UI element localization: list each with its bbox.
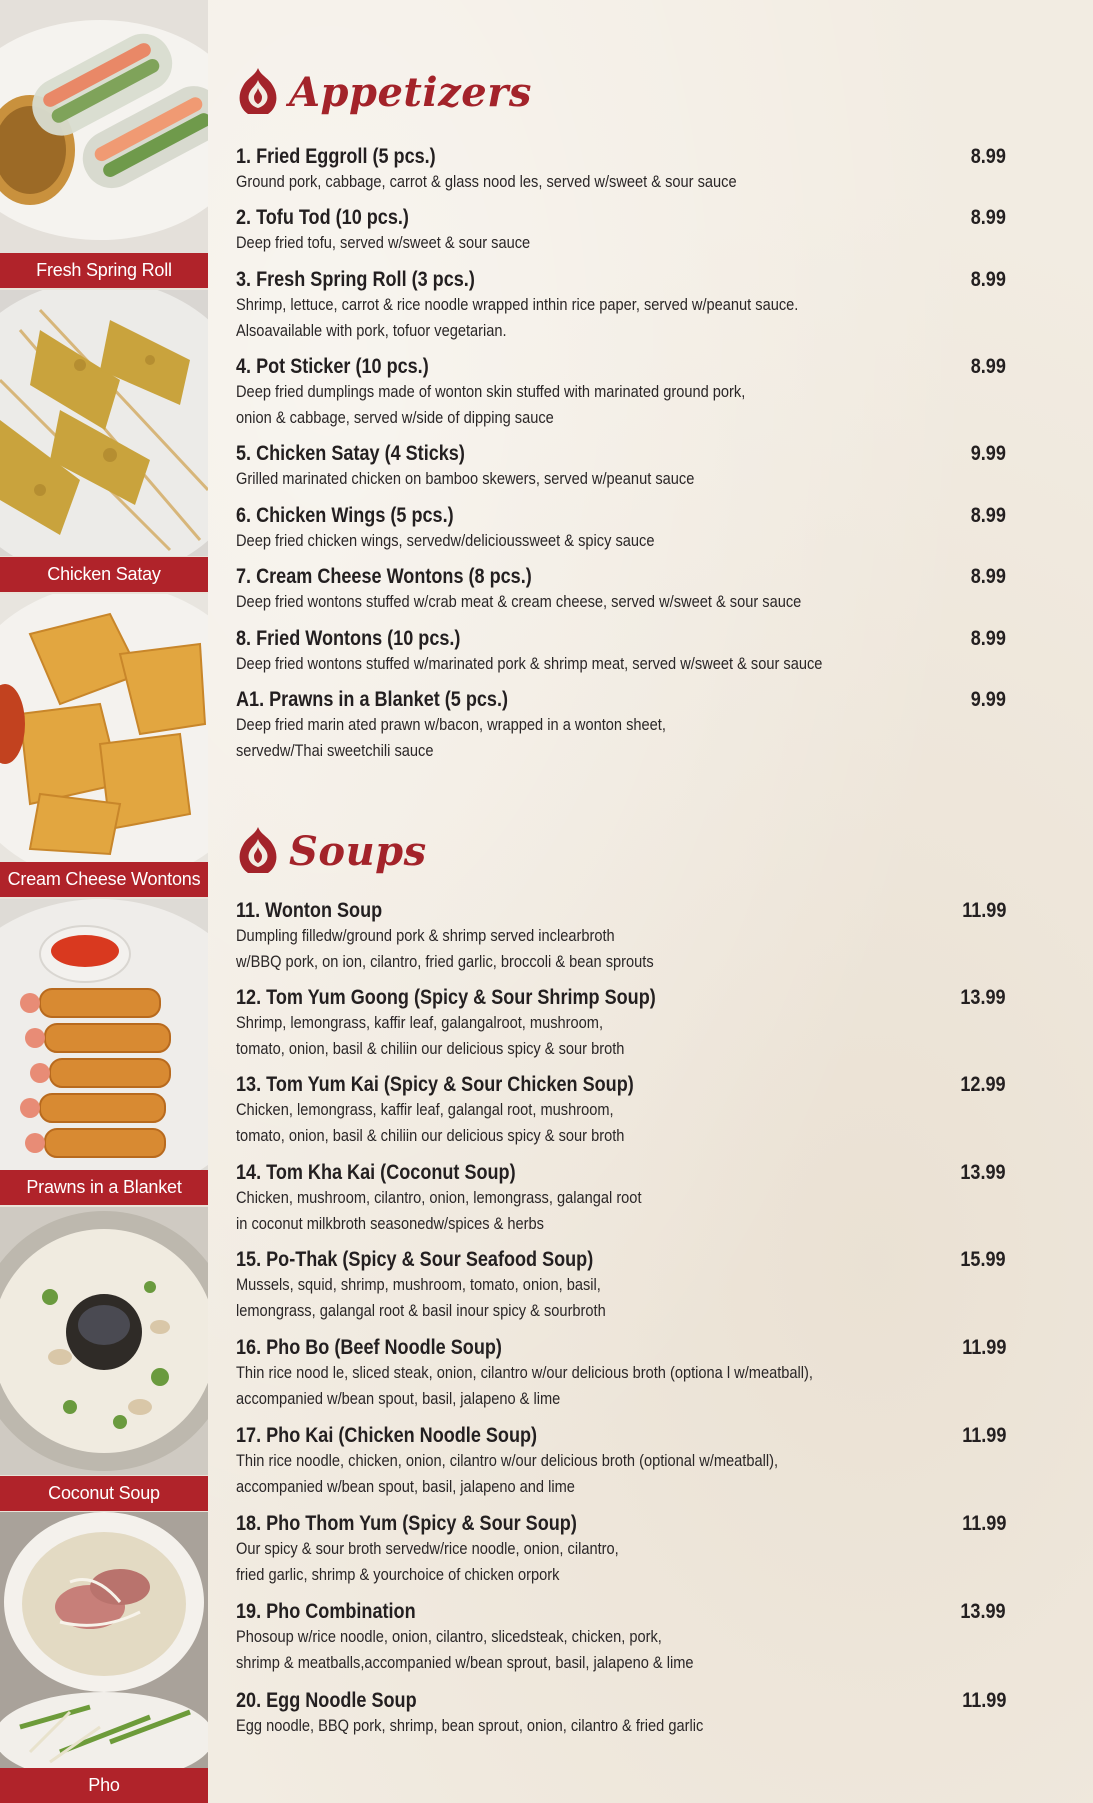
item-price: 13.99 [960,1161,1006,1184]
item-name: 14. Tom Kha Kai (Coconut Soup) [236,1161,516,1184]
item-name: 11. Wonton Soup [236,899,383,922]
photo-strip [0,0,208,1803]
item-price: 9.99 [970,442,1006,465]
menu-item [236,564,1006,615]
menu-item [236,626,1006,677]
item-price: 11.99 [961,899,1006,922]
menu-item [236,1423,1006,1500]
item-desc: Grilled marinated chicken on bamboo skewers, served w/peanut sauce [236,469,695,488]
item-desc: in coconut milkbroth seasonedw/spices & herbs [236,1214,545,1233]
pho-photo [0,1512,208,1770]
item-name: 3. Fresh Spring Roll (3 pcs.) [236,268,475,291]
item-desc: Phosoup w/rice noodle, onion, cilantro, slicedsteak, chicken, pork, [236,1627,662,1646]
item-price: 8.99 [970,268,1006,291]
item-desc: Mussels, squid, shrimp, mushroom, tomato, onion, basil, [236,1275,601,1294]
soups-heading [235,825,427,877]
item-desc: Ground pork, cabbage, carrot & glass nood les, served w/sweet & sour sauce [236,172,737,191]
item-name: 17. Pho Kai (Chicken Noodle Soup) [236,1424,538,1447]
item-price: 11.99 [961,1512,1006,1535]
item-desc: Deep fried dumplings made of wonton skin stuffed with marinated ground pork, [236,382,746,401]
item-desc: fried garlic, shrimp & yourchoice of chicken orpork [236,1565,560,1584]
item-desc: Shrimp, lemongrass, kaffir leaf, galangalroot, mushroom, [236,1013,604,1032]
item-desc: Deep fried wontons stuffed w/marinated pork & shrimp meat, served w/sweet & sour sauce [236,654,823,673]
item-name: 13. Tom Yum Kai (Spicy & Sour Chicken Soup) [236,1073,634,1096]
menu-item [236,354,1006,431]
menu-item [236,1072,1006,1149]
menu-item [236,985,1006,1062]
menu-item [236,1247,1006,1324]
item-name: 7. Cream Cheese Wontons (8 pcs.) [236,565,532,588]
chicken-satay-photo [0,290,208,556]
menu-item [236,205,1006,256]
item-name: 20. Egg Noodle Soup [236,1689,417,1712]
caption-prawns-in-a-blanket: Prawns in a Blanket [0,1170,208,1205]
appetizers-heading [235,66,532,118]
menu-item [236,267,1006,344]
item-desc: Thin rice nood le, sliced steak, onion, cilantro w/our delicious broth (optiona l w/meatball), [236,1363,813,1382]
menu-item [236,1511,1006,1588]
item-price: 13.99 [960,1600,1006,1623]
item-price: 8.99 [970,145,1006,168]
item-price: 8.99 [970,565,1006,588]
thai-ornament-icon [235,66,281,118]
caption-cream-cheese-wontons: Cream Cheese Wontons [0,862,208,897]
item-price: 8.99 [970,206,1006,229]
appetizers-title: Appetizers [289,68,532,116]
item-desc: Deep fried chicken wings, servedw/delicioussweet & spicy sauce [236,531,655,550]
item-price: 15.99 [960,1248,1006,1271]
item-name: 1. Fried Eggroll (5 pcs.) [236,145,436,168]
item-price: 8.99 [970,504,1006,527]
caption-chicken-satay: Chicken Satay [0,557,208,592]
menu-item [236,441,1006,492]
item-desc: servedw/Thai sweetchili sauce [236,741,434,760]
item-name: 12. Tom Yum Goong (Spicy & Sour Shrimp Soup) [236,986,656,1009]
soups-title: Soups [289,827,427,875]
menu-item [236,144,1006,195]
item-name: 8. Fried Wontons (10 pcs.) [236,627,461,650]
item-desc: w/BBQ pork, on ion, cilantro, fried garlic, broccoli & bean sprouts [236,952,654,971]
caption-pho: Pho [0,1768,208,1803]
item-desc: Alsoavailable with pork, tofuor vegetarian. [236,321,507,340]
item-name: 5. Chicken Satay (4 Sticks) [236,442,465,465]
menu-item [236,1160,1006,1237]
item-name: 2. Tofu Tod (10 pcs.) [236,206,409,229]
menu-item [236,1599,1006,1676]
item-price: 13.99 [960,986,1006,1009]
item-desc: Deep fried marin ated prawn w/bacon, wrapped in a wonton sheet, [236,715,666,734]
item-name: 16. Pho Bo (Beef Noodle Soup) [236,1336,502,1359]
item-price: 9.99 [970,688,1006,711]
item-desc: Deep fried tofu, served w/sweet & sour sauce [236,233,531,252]
caption-coconut-soup: Coconut Soup [0,1476,208,1511]
item-price: 11.99 [961,1336,1006,1359]
item-price: 11.99 [961,1689,1006,1712]
item-name: 18. Pho Thom Yum (Spicy & Sour Soup) [236,1512,577,1535]
item-desc: accompanied w/bean spout, basil, jalapeno and lime [236,1477,575,1496]
item-price: 8.99 [970,627,1006,650]
item-price: 12.99 [960,1073,1006,1096]
item-desc: Chicken, lemongrass, kaffir leaf, galangal root, mushroom, [236,1100,614,1119]
item-price: 11.99 [961,1424,1006,1447]
menu-item [236,503,1006,554]
item-desc: Egg noodle, BBQ pork, shrimp, bean sprout, onion, cilantro & fried garlic [236,1716,704,1735]
item-desc: shrimp & meatballs,accompanied w/bean sprout, basil, jalapeno & lime [236,1653,694,1672]
menu-item [236,1688,1006,1739]
item-desc: onion & cabbage, served w/side of dipping sauce [236,408,554,427]
item-desc: Shrimp, lettuce, carrot & rice noodle wrapped inthin rice paper, served w/peanut sauce. [236,295,799,314]
item-desc: Deep fried wontons stuffed w/crab meat & cream cheese, served w/sweet & sour sauce [236,592,802,611]
item-name: 4. Pot Sticker (10 pcs.) [236,355,429,378]
item-desc: tomato, onion, basil & chiliin our delicious spicy & sour broth [236,1039,625,1058]
item-desc: Dumpling filledw/ground pork & shrimp served inclearbroth [236,926,615,945]
item-desc: accompanied w/bean spout, basil, jalapeno & lime [236,1389,561,1408]
menu-item [236,687,1006,764]
item-name: 19. Pho Combination [236,1600,416,1623]
caption-fresh-spring-roll: Fresh Spring Roll [0,253,208,288]
menu-item [236,898,1006,975]
item-name: A1. Prawns in a Blanket (5 pcs.) [236,688,509,711]
thai-ornament-icon [235,825,281,877]
item-desc: Thin rice noodle, chicken, onion, cilantro w/our delicious broth (optional w/meatball), [236,1451,779,1470]
cream-cheese-wontons-photo [0,594,208,862]
item-desc: lemongrass, galangal root & basil inour spicy & sourbroth [236,1301,606,1320]
item-name: 15. Po-Thak (Spicy & Sour Seafood Soup) [236,1248,594,1271]
coconut-soup-photo [0,1207,208,1475]
item-desc: Our spicy & sour broth servedw/rice noodle, onion, cilantro, [236,1539,619,1558]
item-name: 6. Chicken Wings (5 pcs.) [236,504,454,527]
menu-item [236,1335,1006,1412]
item-desc: Chicken, mushroom, cilantro, onion, lemongrass, galangal root [236,1188,642,1207]
item-desc: tomato, onion, basil & chiliin our delicious spicy & sour broth [236,1126,625,1145]
fresh-spring-roll-photo [0,0,208,255]
prawns-in-a-blanket-photo [0,899,208,1171]
item-price: 8.99 [970,355,1006,378]
